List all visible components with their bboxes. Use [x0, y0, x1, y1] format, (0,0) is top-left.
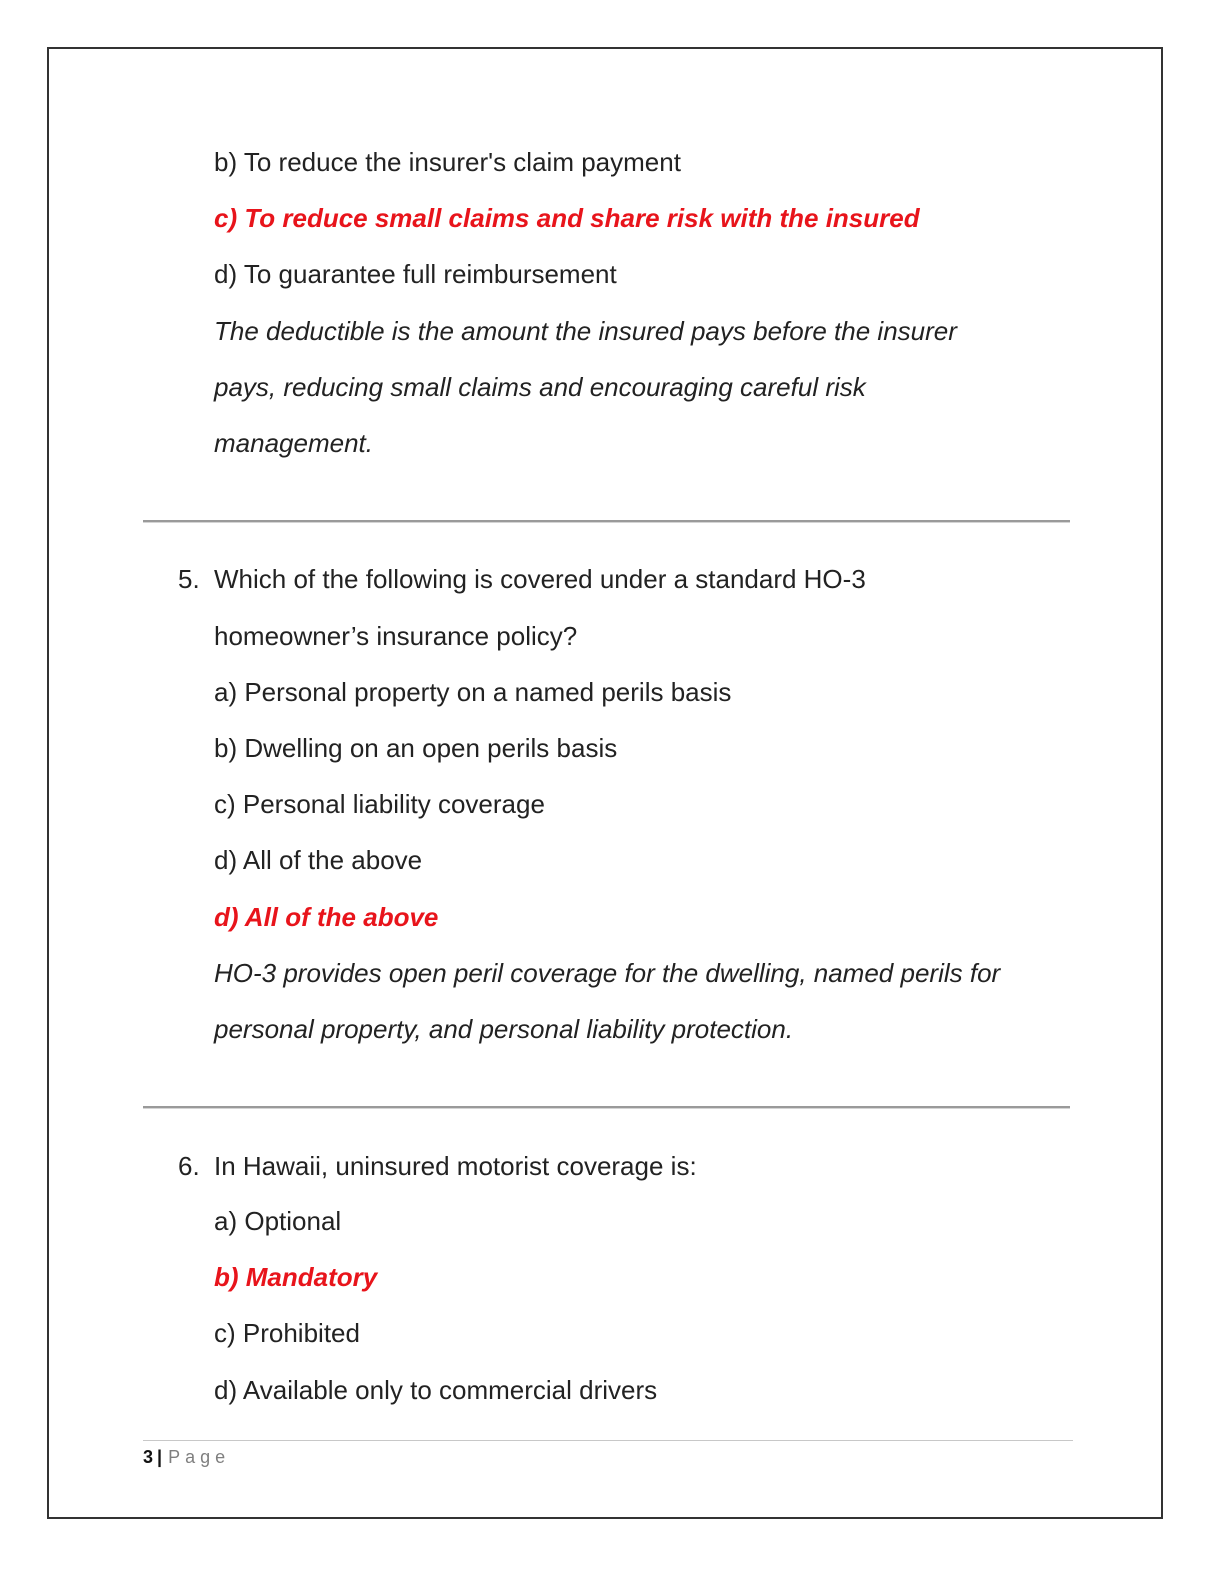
- q5-explanation-line-1: HO-3 provides open peril coverage for the dwelling, named perils for: [214, 958, 1001, 988]
- q5-question-line-1: Which of the following is covered under a standard HO-3: [214, 564, 866, 594]
- page-footer: [143, 1446, 230, 1468]
- q5-explanation-line-2: personal property, and personal liability protection.: [214, 1014, 794, 1044]
- q4-explanation-line-1: The deductible is the amount the insured pays before the insurer: [214, 316, 957, 346]
- q5-option-b: b) Dwelling on an open perils basis: [214, 733, 618, 763]
- q6-option-d: d) Available only to commercial drivers: [214, 1375, 658, 1405]
- page-label: Page: [168, 1447, 231, 1467]
- q4-option-d: d) To guarantee full reimbursement: [214, 259, 617, 289]
- q5-number: 5.: [178, 564, 200, 594]
- page-number: 3: [143, 1447, 154, 1467]
- footer-separator: |: [157, 1447, 163, 1467]
- q6-option-a: a) Optional: [214, 1206, 342, 1236]
- q5-correct-answer: d) All of the above: [214, 902, 439, 932]
- section-divider: [143, 1106, 1070, 1109]
- q5-option-a: a) Personal property on a named perils basis: [214, 677, 732, 707]
- q4-explanation-line-2: pays, reducing small claims and encouraging careful risk: [214, 372, 866, 402]
- q6-option-c: c) Prohibited: [214, 1318, 360, 1348]
- q4-explanation-line-3: management.: [214, 428, 373, 458]
- footer-rule: [143, 1440, 1073, 1441]
- q4-option-b: b) To reduce the insurer's claim payment: [214, 147, 681, 177]
- q6-correct-answer: b) Mandatory: [214, 1262, 378, 1292]
- q5-option-d: d) All of the above: [214, 845, 423, 875]
- q5-option-c: c) Personal liability coverage: [214, 789, 545, 819]
- q5-question-line-2: homeowner’s insurance policy?: [214, 621, 578, 651]
- q4-correct-answer: c) To reduce small claims and share risk with the insured: [214, 203, 920, 233]
- section-divider: [143, 520, 1070, 523]
- q6-question: In Hawaii, uninsured motorist coverage is:: [214, 1151, 697, 1181]
- q6-number: 6.: [178, 1151, 200, 1181]
